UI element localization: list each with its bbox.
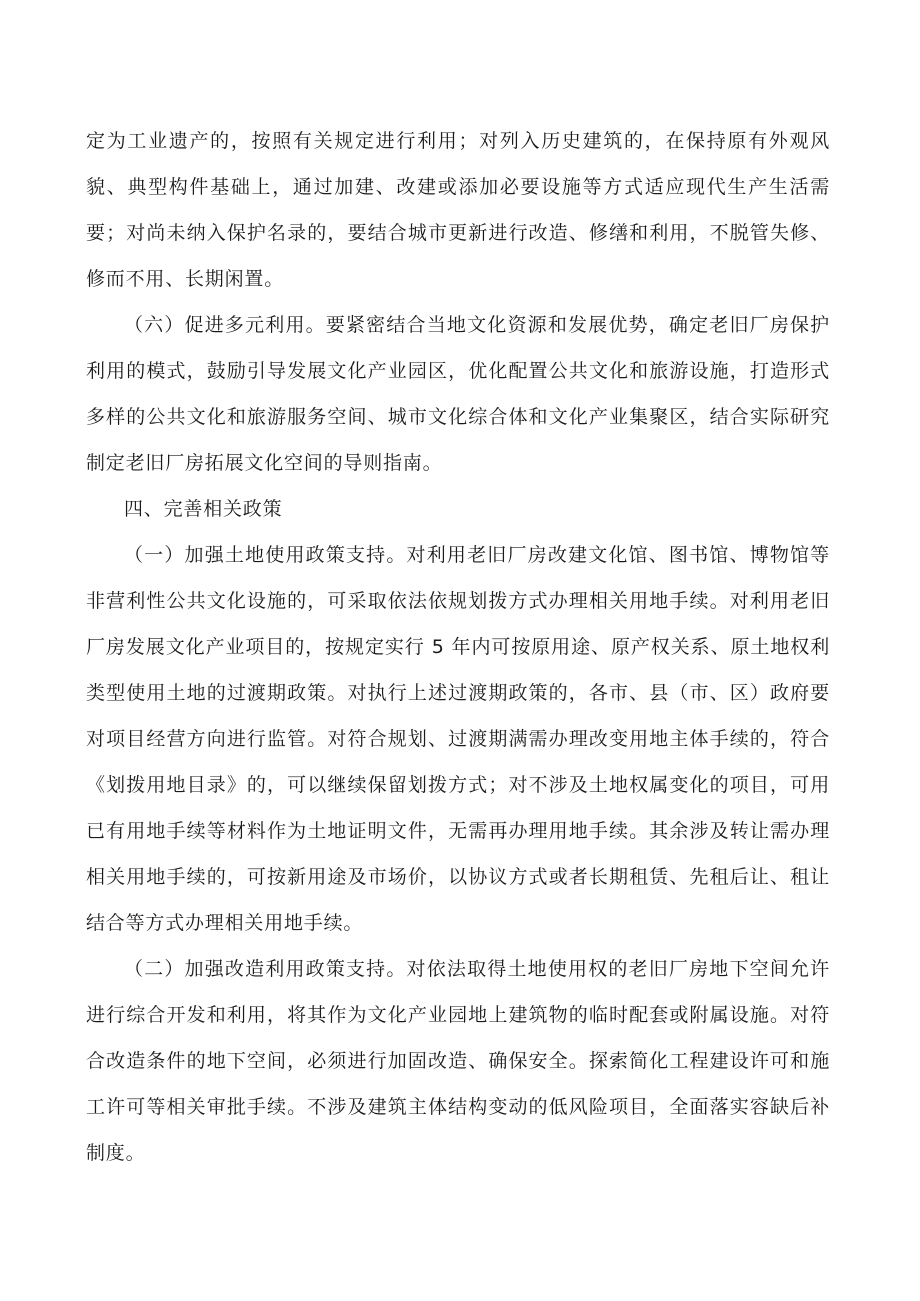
paragraph-land-policy: （一）加强土地使用政策支持。对利用老旧厂房改建文化馆、图书馆、博物馆等非营利性公共文化设施的，可采取依法依规划拨方式办理相关用地手续。对利用老旧厂房发展文化产业项目的，按规定实行 5 年内可按原用途、原产权关系、原土地权利类型使用土地的过渡期政策。对执行上述过渡期政策的，各市、县（市、区）政府要对项目经营方向进行监管。对符合规划、过渡期满需办理改变用地主体手续的，符合《划拨用地目录》的，可以继续保留划拨方式；对不涉及土地权属变化的项目，可用已有用地手续等材料作为土地证明文件，无需再办理用地手续。其余涉及转让需办理相关用地手续的，可按新用途及市场价，以协议方式或者长期租赁、先租后让、租让结合等方式办理相关用地手续。 [86, 544, 830, 934]
section-heading: 四、完善相关政策 [124, 498, 283, 520]
paragraph-diversified-use: （六）促进多元利用。要紧密结合当地文化资源和发展优势，确定老旧厂房保护利用的模式，鼓励引导发展文化产业园区，优化配置公共文化和旅游设施，打造形式多样的公共文化和旅游服务空间、城市文化综合体和文化产业集聚区，结合实际研究制定老旧厂房拓展文化空间的导则指南。 [86, 314, 830, 474]
paragraph-continuation: 定为工业遗产的，按照有关规定进行利用；对列入历史建筑的，在保持原有外观风貌、典型构件基础上，通过加建、改建或添加必要设施等方式适应现代生产生活需要；对尚未纳入保护名录的，要结合城市更新进行改造、修缮和利用，不脱管失修、修而不用、长期闲置。 [86, 130, 830, 290]
document-body [86, 118, 830, 1176]
paragraph-renovation-policy: （二）加强改造利用政策支持。对依法取得土地使用权的老旧厂房地下空间允许进行综合开发和利用，将其作为文化产业园地上建筑物的临时配套或附属设施。对符合改造条件的地下空间，必须进行加固改造、确保安全。探索简化工程建设许可和施工许可等相关审批手续。不涉及建筑主体结构变动的低风险项目，全面落实容缺后补制度。 [86, 958, 830, 1164]
